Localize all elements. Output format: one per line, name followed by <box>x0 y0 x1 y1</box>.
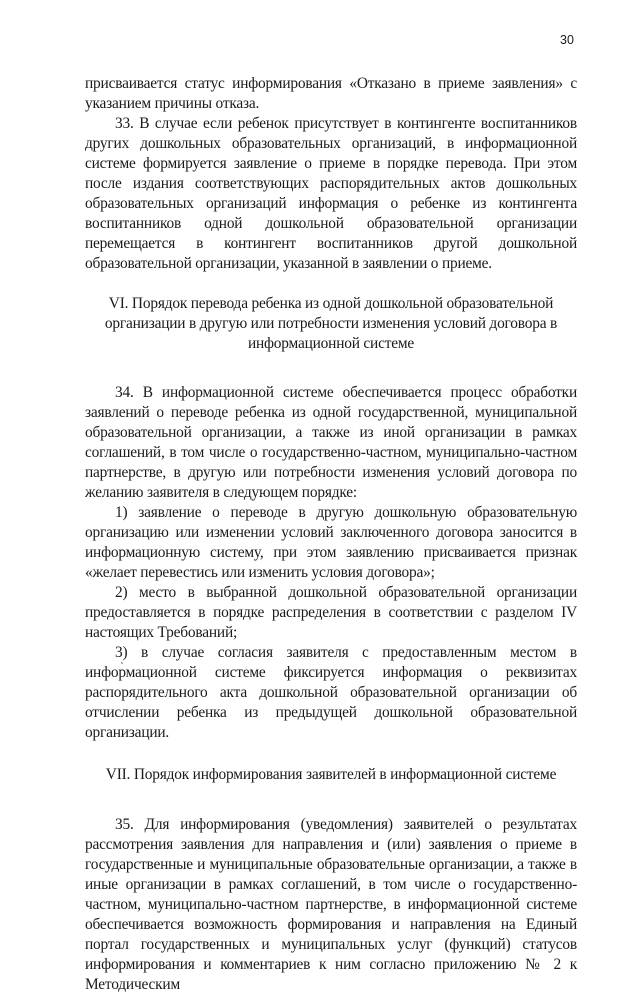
scan-speck <box>121 662 123 664</box>
paragraph-35: 35. Для информирования (уведомления) заявителей о результатах рассмотрения заявления для направления и (или) заявления о приеме в государственные и муниципальные образовательные организации, а также в иные организации в рамках соглашений, в том числе о государственно-частном, муниципально-частном партнерстве, в информационной системе обеспечивается возможность формирования и направления на Единый портал государственных и муниципальных услуг (функций) статусов информирования и комментариев к ним согласно приложению № 2 к Методическим <box>85 816 577 993</box>
paragraph-33: 33. В случае если ребенок присутствует в контингенте воспитанников других дошкольных образовательных организаций, в информационной системе формируется заявление о приеме в порядке перевода. При этом после издания соответствующих распорядительных актов дошкольных образовательных организаций информация о ребенке из контингента воспитанников одной дошкольной образовательной организации перемещается в контингент воспитанников другой дошкольной образовательной организации, указанной в заявлении о приеме. <box>85 115 577 272</box>
section-heading-6: VI. Порядок перевода ребенка из одной дошкольной образовательной организации в другую или потребности изменения условий договора в информационной системе <box>104 295 558 352</box>
page-number: 30 <box>560 33 574 47</box>
paragraph-continuation: присваивается статус информирования «Отказано в приеме заявления» с указанием причины отказа. <box>85 75 577 112</box>
document-body <box>85 74 577 995</box>
paragraph-34: 34. В информационной системе обеспечивается процесс обработки заявлений о переводе ребенка из одной государственной, муниципальной образовательной организации, а также из иной организации в рамках соглашений, в том числе о государственно-частном, муниципально-частном партнерстве, в другую или потребности изменения условий договора по желанию заявителя в следующем порядке: <box>85 384 577 501</box>
paragraph-34-item-1: 1) заявление о переводе в другую дошкольную образовательную организацию или изменении условий заключенного договора заносится в информационную систему, при этом заявлению присваивается признак «желает перевестись или изменить условия договора»; <box>85 504 577 581</box>
paragraph-34-item-3: 3) в случае согласия заявителя с предоставленным местом в информационной системе фиксируется информация о реквизитах распорядительного акта дошкольной образовательной организации об отчислении ребенка из предыдущей дошкольной образовательной организации. <box>85 644 577 741</box>
paragraph-34-item-2: 2) место в выбранной дошкольной образовательной организации предоставляется в порядке распределения в соответствии с разделом IV настоящих Требований; <box>85 584 577 641</box>
section-heading-7: VII. Порядок информирования заявителей в информационной системе <box>105 766 557 783</box>
